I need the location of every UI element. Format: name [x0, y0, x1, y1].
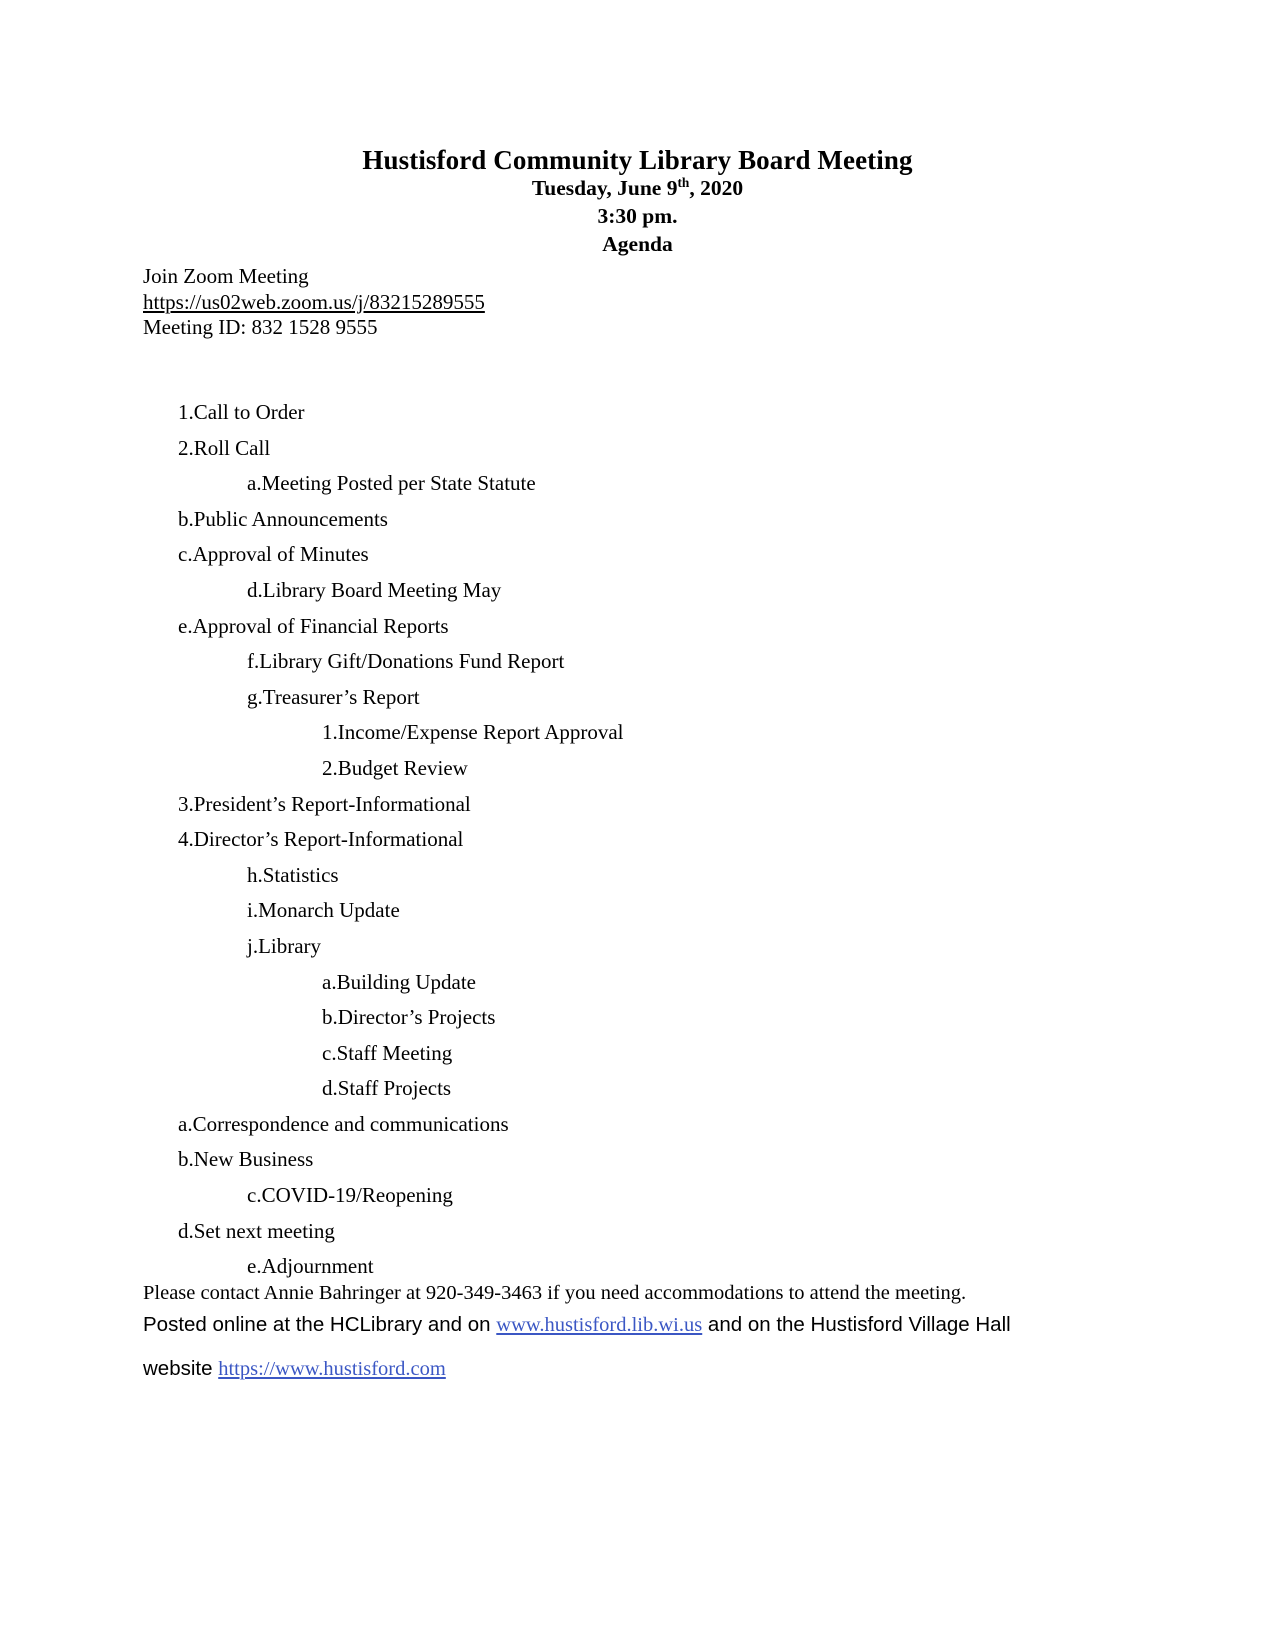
document-type-line: Agenda: [602, 232, 673, 257]
agenda-item: h.Statistics: [247, 862, 339, 887]
agenda-item: c.Approval of Minutes: [178, 542, 369, 567]
agenda-item: j.Library: [247, 933, 322, 958]
join-zoom-label: Join Zoom Meeting: [143, 264, 309, 288]
agenda-item: a.Building Update: [322, 969, 476, 994]
accommodation-notice: Please contact Annie Bahringer at 920-349-3463 if you need accommodations to attend the meeting.: [143, 1282, 967, 1304]
meeting-year: , 2020: [689, 176, 744, 201]
agenda-item: c.COVID-19/Reopening: [247, 1183, 453, 1208]
agenda-item: 2.Budget Review: [322, 755, 468, 780]
agenda-item: b.Public Announcements: [178, 506, 388, 531]
library-website-link[interactable]: www.hustisford.lib.wi.us: [496, 1314, 703, 1336]
posting-notice: [143, 1303, 1143, 1391]
agenda-list: [0, 395, 1275, 1285]
agenda-item: b.Director’s Projects: [322, 1005, 496, 1030]
posting-middle-text: and on the Hustisford Village Hall: [702, 1313, 1011, 1336]
meeting-time-line: 3:30 pm.: [597, 204, 678, 229]
agenda-item: c.Staff Meeting: [322, 1040, 453, 1065]
agenda-item: 4.Director’s Report-Informational: [178, 827, 464, 852]
village-website-link[interactable]: https://www.hustisford.com: [218, 1358, 446, 1380]
agenda-item: 3.President’s Report-Informational: [178, 791, 471, 816]
meeting-date-line: [0, 175, 1275, 203]
agenda-item: a.Correspondence and communications: [178, 1111, 509, 1136]
agenda-item: d.Set next meeting: [178, 1218, 335, 1243]
agenda-item: 2.Roll Call: [178, 435, 271, 460]
posting-prefix-text: Posted online at the HCLibrary and on: [143, 1313, 497, 1336]
zoom-meeting-id: Meeting ID: 832 1528 9555: [143, 315, 378, 339]
zoom-meeting-link[interactable]: https://us02web.zoom.us/j/83215289555: [143, 289, 485, 314]
agenda-item: b.New Business: [178, 1147, 314, 1172]
zoom-meeting-info: [143, 264, 485, 341]
agenda-item: g.Treasurer’s Report: [247, 684, 420, 709]
page-title: Hustisford Community Library Board Meeting: [362, 145, 913, 175]
agenda-item: i.Monarch Update: [247, 898, 400, 923]
agenda-item: d.Library Board Meeting May: [247, 577, 502, 602]
agenda-item: d.Staff Projects: [322, 1076, 452, 1101]
agenda-item: 1.Income/Expense Report Approval: [322, 720, 624, 745]
document-header: [0, 146, 1275, 259]
agenda-item: f.Library Gift/Donations Fund Report: [247, 649, 565, 674]
agenda-item: 1.Call to Order: [178, 400, 305, 424]
date-ordinal-suffix: th: [677, 175, 690, 190]
agenda-item: a.Meeting Posted per State Statute: [247, 471, 536, 496]
meeting-date: Tuesday, June 9: [531, 176, 678, 201]
website-label-text: website: [143, 1357, 219, 1380]
agenda-item: e.Adjournment: [247, 1254, 374, 1279]
agenda-item: e.Approval of Financial Reports: [178, 613, 449, 638]
